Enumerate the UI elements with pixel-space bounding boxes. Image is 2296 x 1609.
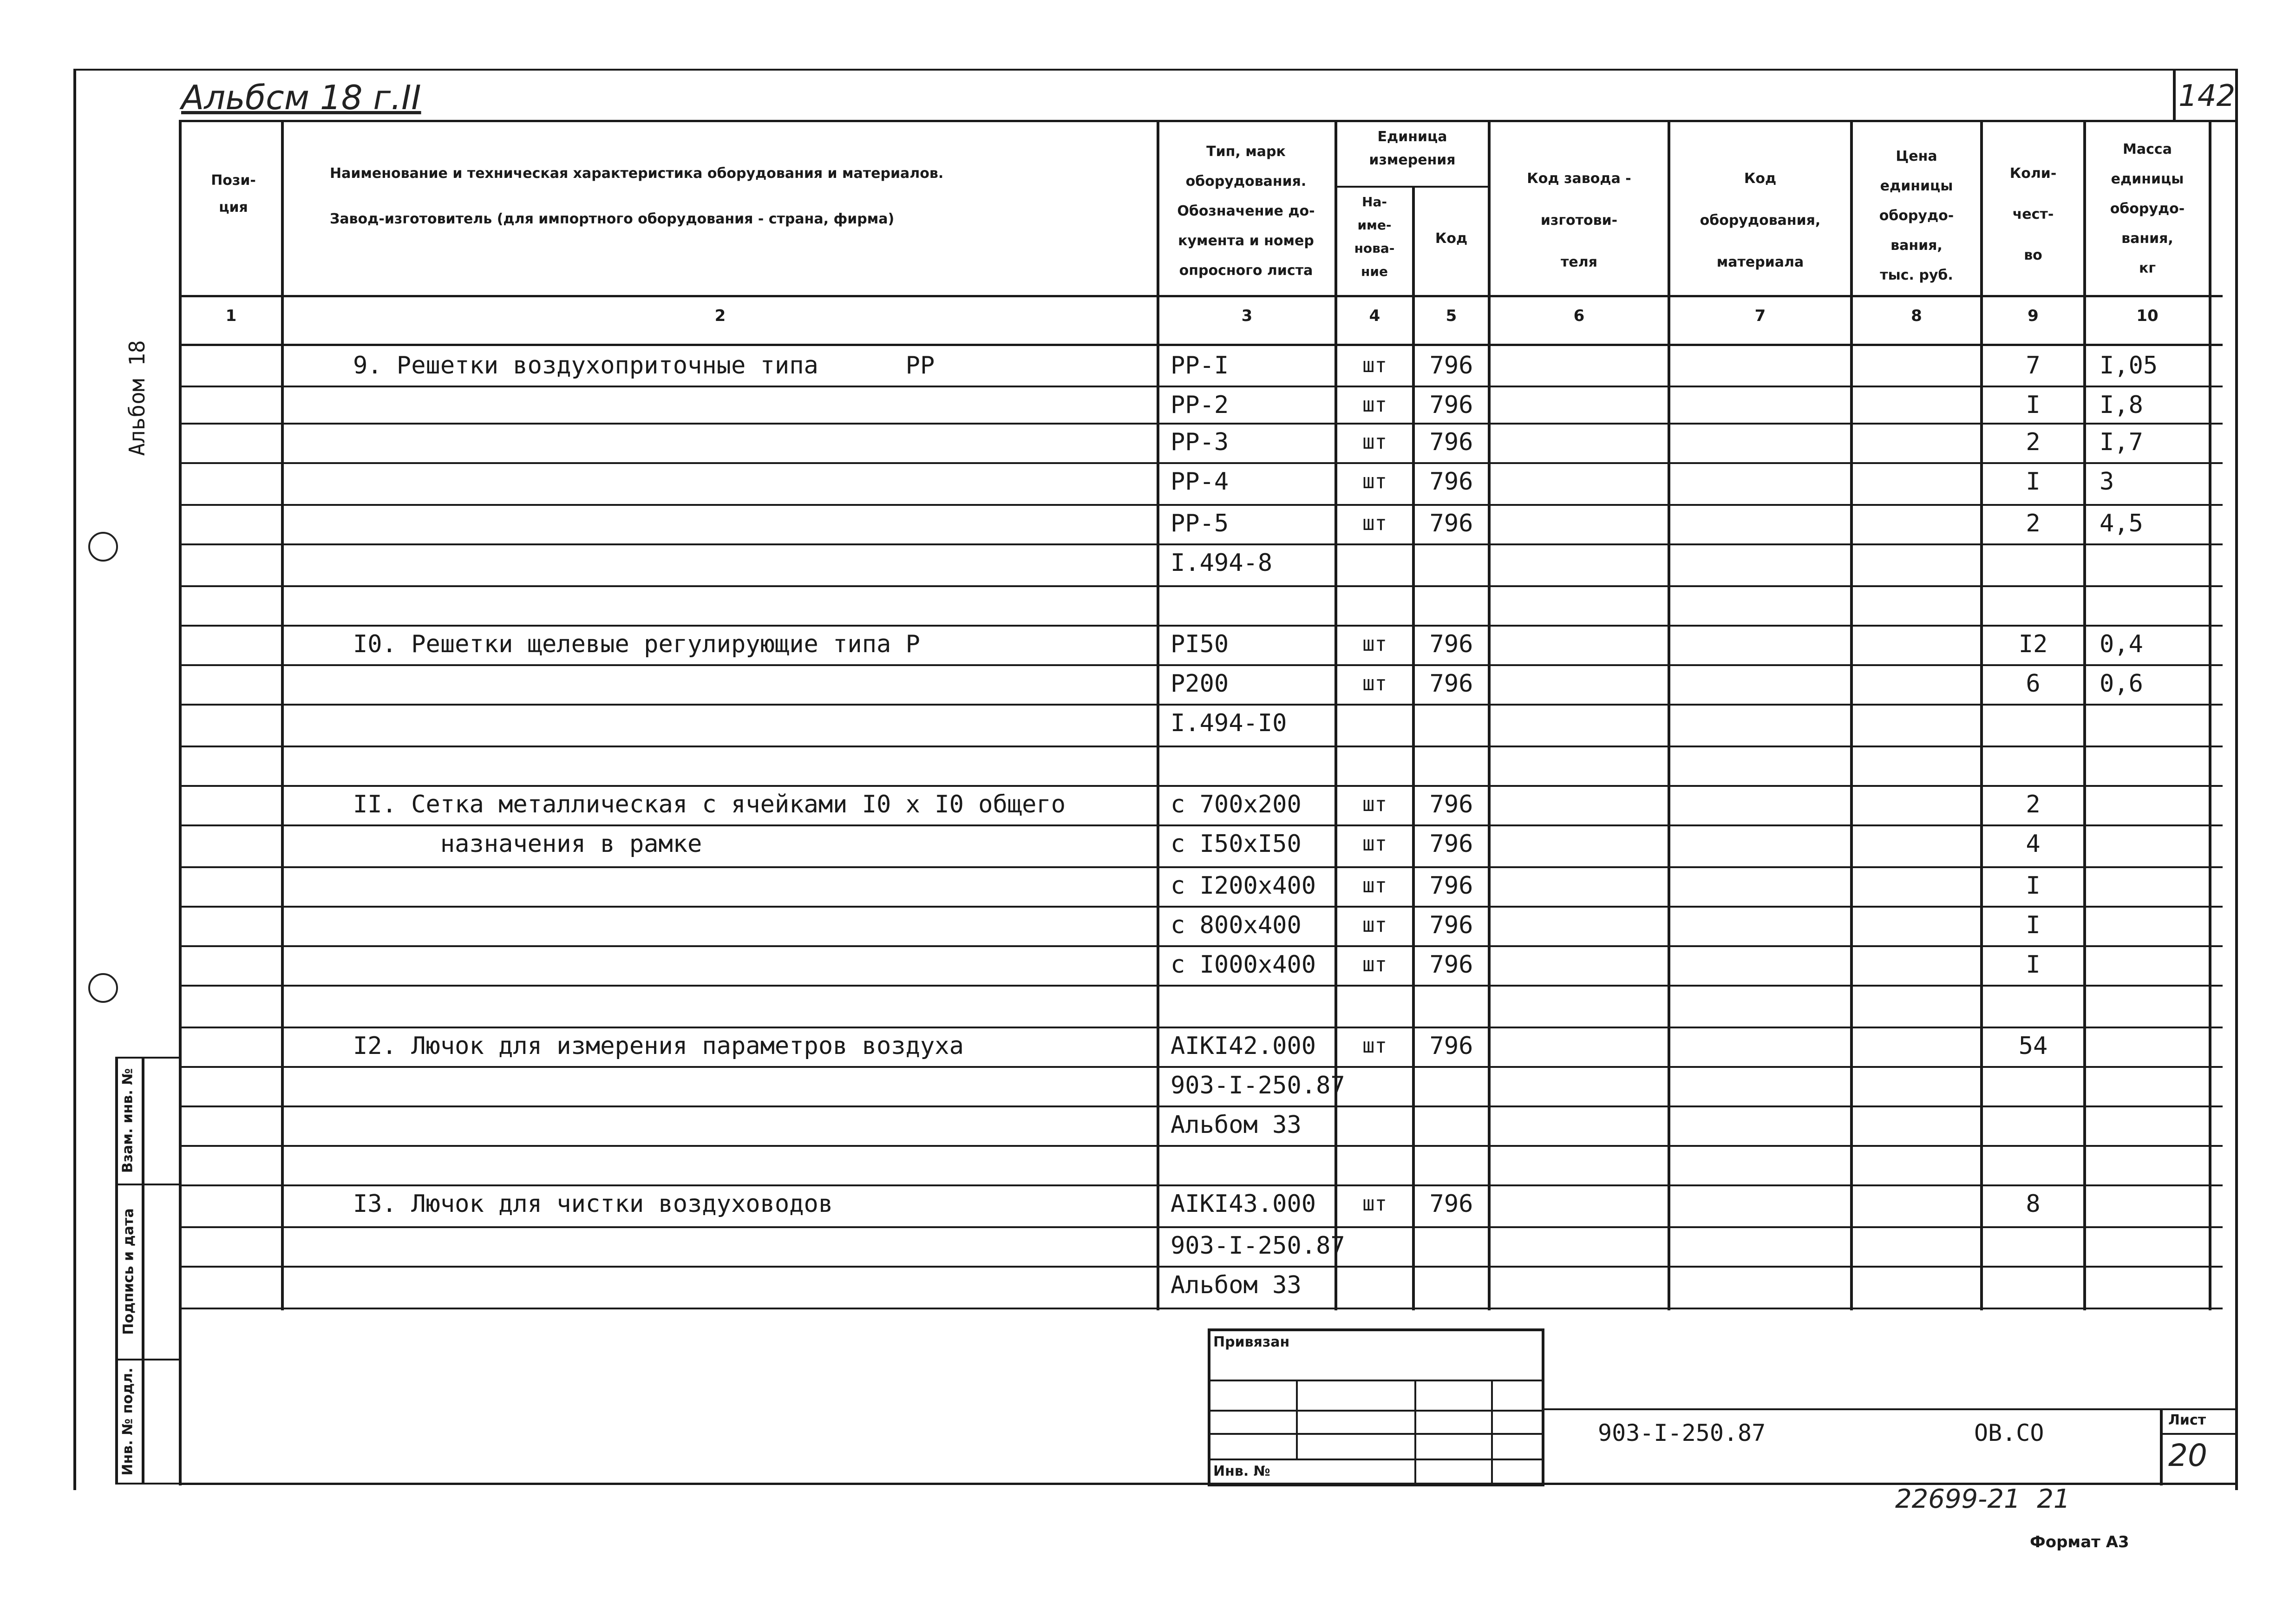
stamp-inv-label: Инв. № [1213,1463,1270,1479]
sheet-box-mid [2160,1433,2237,1435]
sheet-label: Лист [2168,1412,2206,1428]
row-line [179,423,2223,425]
row-line [179,504,2223,506]
hdr-position: Пози- ция [211,172,256,216]
row-name: I3. Лючок для чистки воздуховодов [353,1190,833,1218]
row-type: АIКI42.000 [1171,1032,1316,1060]
bottom-note: 22699-21 21 [1895,1484,2070,1514]
row-unit: шт [1362,393,1387,417]
row-line [179,824,2223,826]
row-mass: I,05 [2100,352,2158,379]
row-line [179,543,2223,545]
col-line-8 [1980,120,1983,1310]
row-code: 796 [1429,830,1473,858]
row-name: 9. Решетки воздухоприточные типа РР [353,352,935,379]
colnum-3: 3 [1241,307,1253,325]
row-type: с 700х200 [1171,791,1302,818]
row-type: Альбом 33 [1171,1271,1302,1299]
row-code: 796 [1429,872,1473,900]
row-line [179,1226,2223,1228]
hdr-unit-code: Код [1435,230,1468,247]
colnum-8: 8 [1911,307,1922,325]
stamp-line-2 [1208,1410,1544,1412]
page-corner-number: 142 [2178,79,2236,113]
row-type: РI50 [1171,630,1229,658]
row-line [179,1308,2223,1309]
row-line [179,1027,2223,1028]
row-line [179,1266,2223,1268]
row-type: Р200 [1171,670,1229,698]
row-code: 796 [1429,951,1473,979]
row-code: 796 [1429,510,1473,537]
row-type: I.494-I0 [1171,709,1287,737]
row-mass: 3 [2100,468,2114,496]
row-line [179,1145,2223,1147]
row-line [179,462,2223,464]
row-type: РР-2 [1171,391,1229,419]
row-code: 796 [1429,791,1473,818]
row-unit: шт [1362,953,1387,976]
row-type: с I50хI50 [1171,830,1302,858]
sheet-box-left [2160,1408,2163,1485]
hdr-price: Цена единицы оборудо- вания, тыс. руб. [1879,148,1954,283]
row-qty: 8 [2026,1190,2041,1218]
row-qty: 2 [2026,510,2041,537]
colnum-6: 6 [1573,307,1585,325]
row-mass: I,8 [2100,391,2143,419]
col-line-2 [1157,120,1159,1310]
row-code: 796 [1429,911,1473,939]
hdr-maker-code: Код завода - изготови- теля [1527,170,1631,270]
row-code: 796 [1429,670,1473,698]
colnum-bottom-line [179,344,2223,346]
binding-hole-bottom [88,973,118,1003]
row-unit: шт [1362,632,1387,656]
row-type: РР-4 [1171,468,1229,496]
row-line [179,1066,2223,1068]
row-line [179,746,2223,747]
stamp-vline-1 [1296,1380,1298,1459]
stamp-vline-3 [1491,1380,1493,1485]
row-name: II. Сетка металлическая с ячейками I0 х I0 общего [353,791,1066,818]
format-label: Формат А3 [2030,1533,2129,1551]
row-mass: I,7 [2100,428,2143,456]
row-type: 903-I-250.87 [1171,1072,1345,1099]
row-qty: I [2026,911,2041,939]
row-code: 796 [1429,1032,1473,1060]
row-unit: шт [1362,874,1387,897]
colnum-10: 10 [2136,307,2159,325]
row-qty: 4 [2026,830,2041,858]
row-qty: 2 [2026,428,2041,456]
row-line [179,866,2223,868]
stamp-line-1 [1208,1380,1544,1381]
unit-group-line [1334,186,1488,188]
side-album-label: Альбом 18 [124,340,150,456]
row-line [179,585,2223,587]
row-qty: 54 [2018,1032,2048,1060]
row-unit: шт [1362,353,1387,377]
stamp-vline-2 [1414,1380,1416,1485]
stamp-doc-line [1544,1408,2237,1410]
hdr-name: Наименование и техническая характеристика оборудования и материалов. Завод-изготовитель (для импортного оборудования - страна, фирма) [330,165,944,227]
row-name: I0. Решетки щелевые регулирующие типа Р [353,630,920,658]
row-line [179,945,2223,947]
row-code: 796 [1429,391,1473,419]
hdr-unit-name: На- име- нова- ние [1354,194,1395,279]
hdr-quantity: Коли- чест- во [2009,165,2057,263]
corner-number-left-line [2173,71,2176,120]
row-unit: шт [1362,1192,1387,1216]
row-code: 796 [1429,1190,1473,1218]
row-line [179,664,2223,666]
row-type: РР-I [1171,352,1229,379]
sheet-number: 20 [2168,1438,2207,1473]
row-name: I2. Лючок для измерения параметров воздуха [353,1032,964,1060]
header-bottom-line [179,295,2223,297]
row-code: 796 [1429,630,1473,658]
col-line-1 [281,120,284,1310]
side-label-vzam: Взам. инв. № [119,1068,136,1173]
stamp-privyazan-box [1208,1328,1544,1486]
row-type: с 800х400 [1171,911,1302,939]
hdr-type: Тип, марк оборудования. Обозначение до- кумента и номер опросного листа [1177,144,1315,279]
outer-top-border [73,69,2238,71]
row-line [179,386,2223,387]
row-unit: шт [1362,792,1387,816]
hdr-mass: Масса единицы оборудо- вания, кг [2110,141,2185,276]
row-type: АIКI43.000 [1171,1190,1316,1218]
row-unit: шт [1362,913,1387,937]
row-type: РР-3 [1171,428,1229,456]
row-type: с I000х400 [1171,951,1316,979]
side-strip-left [115,1057,118,1484]
row-line [179,1105,2223,1107]
table-right-border [2235,120,2238,1485]
row-unit: шт [1362,470,1387,493]
row-line [179,1184,2223,1186]
side-label-podpis: Подпись и дата [120,1208,137,1335]
row-mass: 0,4 [2100,630,2143,658]
colnum-2: 2 [714,307,726,325]
col-line-6 [1668,120,1670,1310]
row-unit: шт [1362,511,1387,535]
row-line [179,906,2223,908]
hdr-unit-group: Единица измерения [1369,129,1456,168]
row-unit: шт [1362,832,1387,856]
row-qty: 2 [2026,791,2041,818]
row-code: 796 [1429,352,1473,379]
side-strip-line1 [115,1184,180,1185]
row-type: Альбом 33 [1171,1111,1302,1139]
stamp-mark: ОВ.СО [1974,1419,2044,1446]
row-mass: 0,6 [2100,670,2143,698]
hdr-equipment-code: Код оборудования, материала [1700,170,1821,270]
col-line-10 [2209,120,2211,1310]
row-qty: I [2026,951,2041,979]
side-strip-line2 [115,1359,180,1360]
colnum-5: 5 [1446,307,1457,325]
table-top-border [179,120,2238,122]
album-mark: Альбсм 18 г.II [181,78,421,117]
row-qty: 6 [2026,670,2041,698]
outer-left-border [73,69,76,1490]
row-qty: I [2026,468,2041,496]
row-type: РР-5 [1171,510,1229,537]
side-label-inv: Инв. № подл. [119,1367,136,1476]
colnum-7: 7 [1754,307,1766,325]
row-qty: I2 [2018,630,2048,658]
row-unit: шт [1362,1034,1387,1058]
row-name: назначения в рамке [353,830,702,858]
stamp-privyazan-label: Привязан [1213,1334,1290,1350]
row-type: 903-I-250.87 [1171,1232,1345,1260]
row-mass: 4,5 [2100,510,2143,537]
row-line [179,625,2223,627]
col-line-5 [1488,120,1491,1310]
row-qty: I [2026,872,2041,900]
row-code: 796 [1429,468,1473,496]
stamp-line-4 [1208,1459,1544,1460]
colnum-1: 1 [225,307,237,325]
colnum-9: 9 [2028,307,2039,325]
row-type: I.494-8 [1171,549,1273,577]
row-line [179,985,2223,987]
row-line [179,785,2223,787]
col-line-9 [2083,120,2086,1310]
row-type: с I200х400 [1171,872,1316,900]
side-strip-mid [142,1057,144,1484]
side-strip-bottom [115,1483,180,1485]
stamp-line-3 [1208,1433,1544,1435]
stamp-doc-code: 903-I-250.87 [1598,1419,1766,1446]
row-code: 796 [1429,428,1473,456]
row-qty: I [2026,391,2041,419]
col-line-7 [1850,120,1853,1310]
row-unit: шт [1362,430,1387,454]
binding-hole-top [88,532,118,562]
colnum-4: 4 [1369,307,1380,325]
row-qty: 7 [2026,352,2041,379]
row-unit: шт [1362,672,1387,695]
row-line [179,704,2223,706]
